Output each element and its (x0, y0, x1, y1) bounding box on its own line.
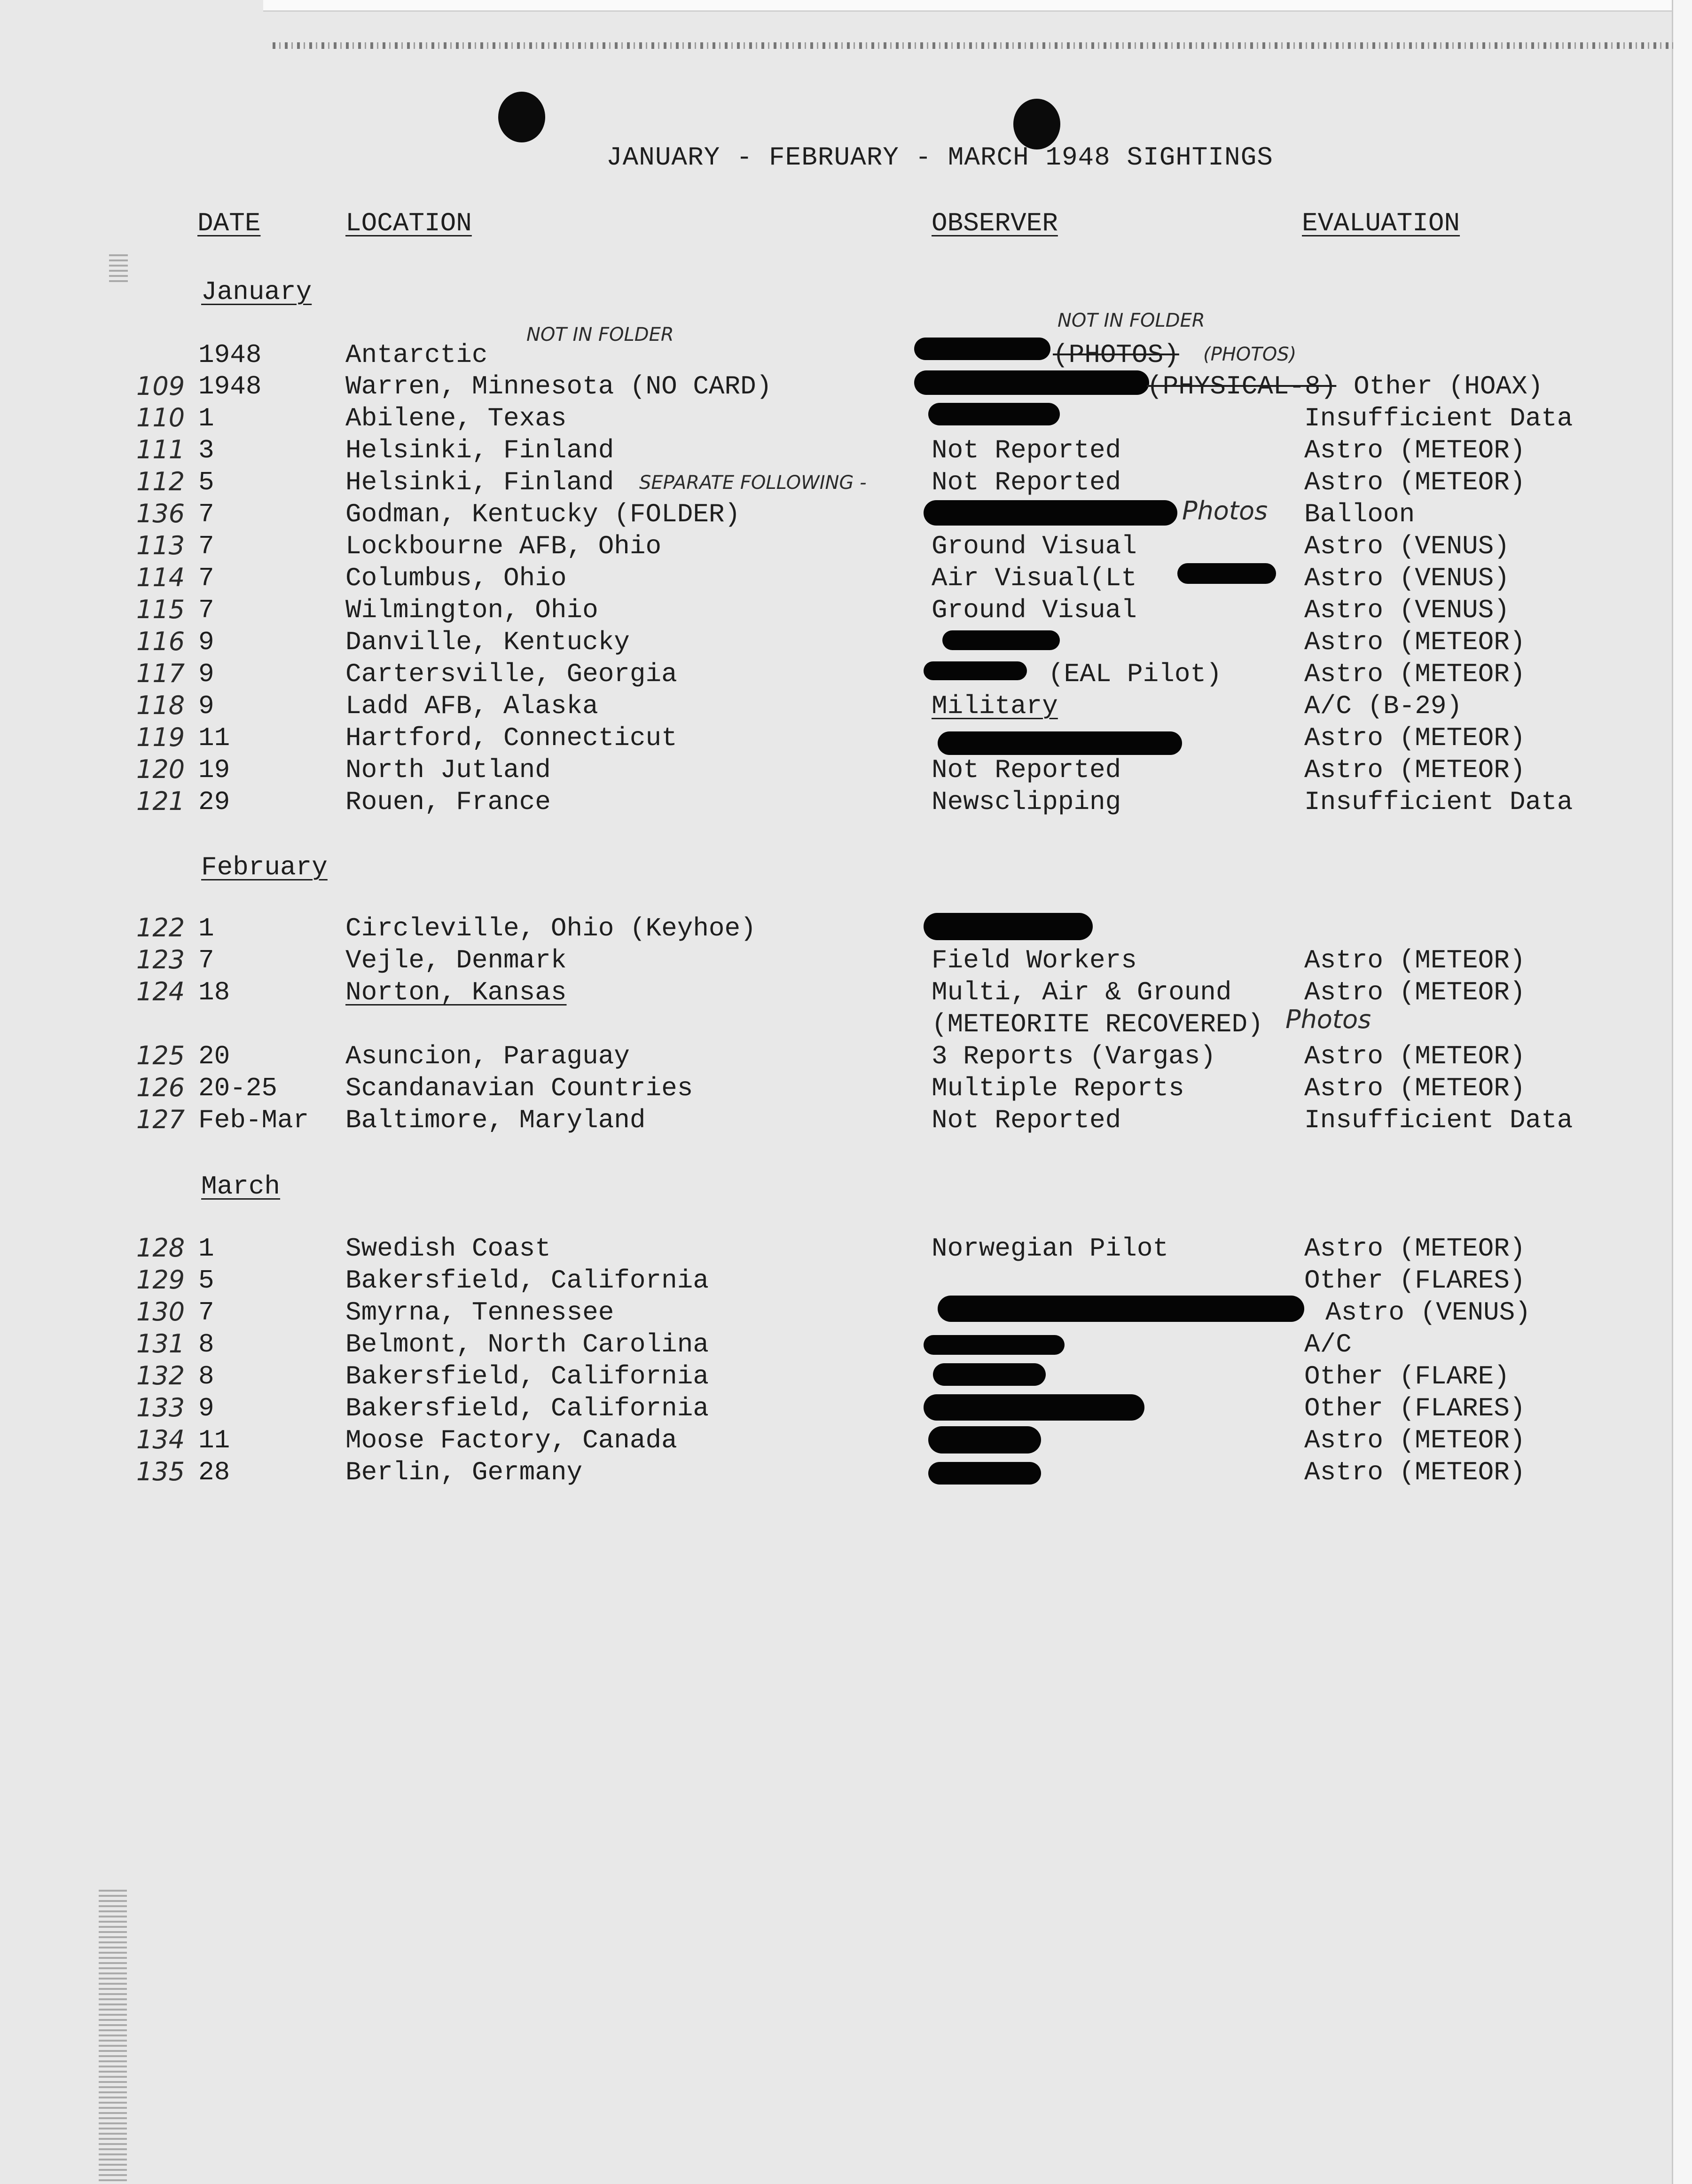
row-observer-continued: (METEORITE RECOVERED) (932, 1009, 1263, 1039)
row-observer: Multi, Air & Ground (932, 977, 1232, 1007)
row-evaluation: Astro (VENUS) (1304, 563, 1510, 593)
row-date: 1948 (198, 371, 262, 401)
page-right-edge (1672, 0, 1692, 2184)
row-evaluation: Astro (METEOR) (1304, 945, 1526, 975)
row-evaluation: Insufficient Data (1304, 403, 1573, 433)
row-evaluation: Insufficient Data (1304, 787, 1573, 817)
redaction-mark (924, 500, 1177, 526)
row-location: Danville, Kentucky (345, 627, 630, 657)
row-number: 121 (136, 786, 185, 816)
row-date: 1 (198, 1233, 214, 1264)
row-evaluation: Other (FLARES) (1304, 1393, 1526, 1423)
row-date: 5 (198, 467, 214, 497)
annotation-not-in-folder-photos: NOT IN FOLDER (1058, 310, 1205, 331)
row-evaluation: Astro (METEOR) (1304, 1425, 1526, 1455)
row-number: 134 (136, 1425, 185, 1454)
row-evaluation: Astro (METEOR) (1304, 1457, 1526, 1487)
row-location: Circleville, Ohio (Keyhoe) (345, 913, 756, 943)
row-evaluation: Astro (METEOR) (1304, 977, 1526, 1007)
header-date: DATE (197, 208, 261, 238)
row-date: 3 (198, 435, 214, 465)
row-observer: Air Visual(Lt (932, 563, 1137, 593)
row-location: Bakersfield, California (345, 1361, 709, 1391)
row-location: Smyrna, Tennessee (345, 1297, 614, 1328)
row-number: 130 (136, 1297, 185, 1327)
row-number: 109 (136, 371, 185, 401)
row-date: 18 (198, 977, 230, 1007)
row-observer: Ground Visual (932, 595, 1137, 625)
annotation-photos: Photos (1285, 1005, 1371, 1034)
row-evaluation: Other (HOAX) (1354, 371, 1543, 401)
row-number: 125 (136, 1041, 185, 1070)
row-location: Helsinki, Finland (345, 435, 614, 465)
row-evaluation: Astro (METEOR) (1304, 1073, 1526, 1103)
row-evaluation: Astro (METEOR) (1304, 435, 1526, 465)
row-date: 7 (198, 499, 214, 529)
row-evaluation: Other (FLARE) (1304, 1361, 1510, 1391)
row-observer: Ground Visual (932, 531, 1137, 561)
row-location: Berlin, Germany (345, 1457, 583, 1487)
row-location: Asuncion, Paraguay (345, 1041, 630, 1071)
row-date: 28 (198, 1457, 230, 1487)
row-number: 124 (136, 977, 185, 1006)
row-number: 135 (136, 1457, 185, 1486)
redaction-mark (933, 1363, 1046, 1386)
row-location: Godman, Kentucky (FOLDER) (345, 499, 741, 529)
row-location: Bakersfield, California (345, 1265, 709, 1296)
row-number: 126 (136, 1073, 185, 1102)
row-observer: Not Reported (932, 467, 1121, 497)
row-location: Bakersfield, California (345, 1393, 709, 1423)
row-date: 29 (198, 787, 230, 817)
redaction-mark (924, 661, 1027, 680)
row-evaluation: Astro (METEOR) (1304, 659, 1526, 689)
month-january: January (201, 277, 312, 307)
row-date: 1 (198, 913, 214, 943)
row-evaluation: A/C (1304, 1329, 1352, 1359)
row-location: Lockbourne AFB, Ohio (345, 531, 662, 561)
row-observer: Not Reported (932, 435, 1121, 465)
row-date: 7 (198, 595, 214, 625)
row-observer: (EAL Pilot) (1048, 659, 1222, 689)
row-evaluation: Astro (METEOR) (1304, 467, 1526, 497)
row-observer: Multiple Reports (932, 1073, 1184, 1103)
row-date: 7 (198, 945, 214, 975)
month-march: March (201, 1171, 281, 1202)
row-observer: Field Workers (932, 945, 1137, 975)
row-number: 120 (136, 754, 185, 784)
row-observer: 3 Reports (Vargas) (932, 1041, 1216, 1071)
row-location: Abilene, Texas (345, 403, 567, 433)
row-number: 128 (136, 1233, 185, 1263)
page-title: JANUARY - FEBRUARY - MARCH 1948 SIGHTINGS (606, 142, 1273, 173)
redaction-mark (914, 370, 1149, 395)
row-location: Swedish Coast (345, 1233, 551, 1264)
redaction-mark (928, 403, 1060, 425)
row-evaluation: Astro (METEOR) (1304, 1233, 1526, 1264)
row-date: 5 (198, 1265, 214, 1296)
row-date: 19 (198, 755, 230, 785)
row-number: 112 (136, 467, 185, 496)
scan-artifact-line (273, 42, 1673, 49)
row-evaluation: Other (FLARES) (1304, 1265, 1526, 1296)
row-date: 7 (198, 563, 214, 593)
month-february: February (201, 852, 328, 882)
redaction-mark (924, 1335, 1065, 1355)
row-location: Scandanavian Countries (345, 1073, 693, 1103)
row-observer: Norwegian Pilot (932, 1233, 1169, 1264)
row-location: Belmont, North Carolina (345, 1329, 709, 1359)
annotation-photos-paren: (PHOTOS) (1203, 344, 1297, 365)
row-number: 122 (136, 913, 185, 943)
scan-artifact (109, 254, 128, 282)
row-number: 116 (136, 627, 185, 656)
redaction-mark (938, 731, 1182, 755)
redaction-mark (914, 338, 1050, 360)
annotation-not-in-folder: NOT IN FOLDER (526, 324, 674, 346)
redaction-mark (924, 913, 1093, 940)
annotation-separate-following: SEPARATE FOLLOWING - (639, 472, 867, 494)
row-number: 119 (136, 723, 185, 752)
annotation-photos: Photos (1182, 496, 1268, 526)
row-location: Helsinki, Finland (345, 467, 614, 497)
row-observer: (PHYSICAL-8) (1147, 371, 1337, 401)
row-number: 115 (136, 595, 185, 624)
row-number: 131 (136, 1329, 185, 1359)
row-date: 11 (198, 723, 230, 753)
scan-artifact (99, 1890, 127, 2181)
row-evaluation: Astro (METEOR) (1304, 627, 1526, 657)
header-evaluation: EVALUATION (1302, 208, 1460, 238)
row-observer: (PHOTOS) (1053, 340, 1179, 370)
row-observer: Not Reported (932, 1105, 1121, 1135)
punch-hole (498, 92, 545, 142)
row-evaluation: Astro (VENUS) (1325, 1297, 1531, 1328)
header-observer: OBSERVER (932, 208, 1058, 238)
redaction-mark (924, 1394, 1144, 1421)
row-location: Baltimore, Maryland (345, 1105, 646, 1135)
page-top-edge (263, 0, 1673, 12)
row-observer: Not Reported (932, 755, 1121, 785)
row-number: 136 (136, 499, 185, 528)
row-observer: Newsclipping (932, 787, 1121, 817)
row-observer: Military (932, 691, 1058, 721)
row-date: 1 (198, 403, 214, 433)
row-location: Vejle, Denmark (345, 945, 567, 975)
row-number: 113 (136, 531, 185, 560)
row-evaluation: Astro (METEOR) (1304, 1041, 1526, 1071)
row-date: 9 (198, 691, 214, 721)
row-location: Hartford, Connecticut (345, 723, 677, 753)
row-location: Columbus, Ohio (345, 563, 567, 593)
row-date: 20-25 (198, 1073, 278, 1103)
row-number: 118 (136, 691, 185, 720)
row-location: Norton, Kansas (345, 977, 567, 1007)
row-number: 133 (136, 1393, 185, 1422)
row-evaluation: Astro (METEOR) (1304, 755, 1526, 785)
row-evaluation: Astro (VENUS) (1304, 595, 1510, 625)
redaction-mark (928, 1426, 1041, 1453)
row-location: Wilmington, Ohio (345, 595, 598, 625)
row-location: Ladd AFB, Alaska (345, 691, 598, 721)
row-date: 1948 (198, 340, 262, 370)
row-evaluation: Insufficient Data (1304, 1105, 1573, 1135)
row-number: 129 (136, 1265, 185, 1295)
row-date: 7 (198, 531, 214, 561)
row-location: Rouen, France (345, 787, 551, 817)
row-evaluation: Astro (METEOR) (1304, 723, 1526, 753)
row-number: 110 (136, 403, 185, 432)
redaction-mark (942, 630, 1060, 650)
row-number: 132 (136, 1361, 185, 1391)
redaction-mark (928, 1462, 1041, 1485)
row-number: 117 (136, 659, 185, 688)
header-location: LOCATION (345, 208, 472, 238)
row-location: Moose Factory, Canada (345, 1425, 677, 1455)
redaction-mark (1177, 563, 1276, 584)
punch-hole (1013, 99, 1060, 149)
row-number: 123 (136, 945, 185, 974)
row-number: 127 (136, 1105, 185, 1134)
row-date: 20 (198, 1041, 230, 1071)
row-location: Antarctic (345, 340, 488, 370)
row-number: 114 (136, 563, 185, 592)
row-evaluation: A/C (B-29) (1304, 691, 1463, 721)
row-date: 11 (198, 1425, 230, 1455)
row-location: North Jutland (345, 755, 551, 785)
row-number: 111 (136, 435, 185, 464)
row-date: 9 (198, 1393, 214, 1423)
row-location: Cartersville, Georgia (345, 659, 677, 689)
row-date: 9 (198, 627, 214, 657)
row-evaluation: Astro (VENUS) (1304, 531, 1510, 561)
row-date: 8 (198, 1329, 214, 1359)
row-evaluation: Balloon (1304, 499, 1415, 529)
row-location: Warren, Minnesota (NO CARD) (345, 371, 772, 401)
row-date: 7 (198, 1297, 214, 1328)
row-date: Feb-Mar (198, 1105, 309, 1135)
row-date: 9 (198, 659, 214, 689)
redaction-mark (938, 1296, 1304, 1322)
row-date: 8 (198, 1361, 214, 1391)
